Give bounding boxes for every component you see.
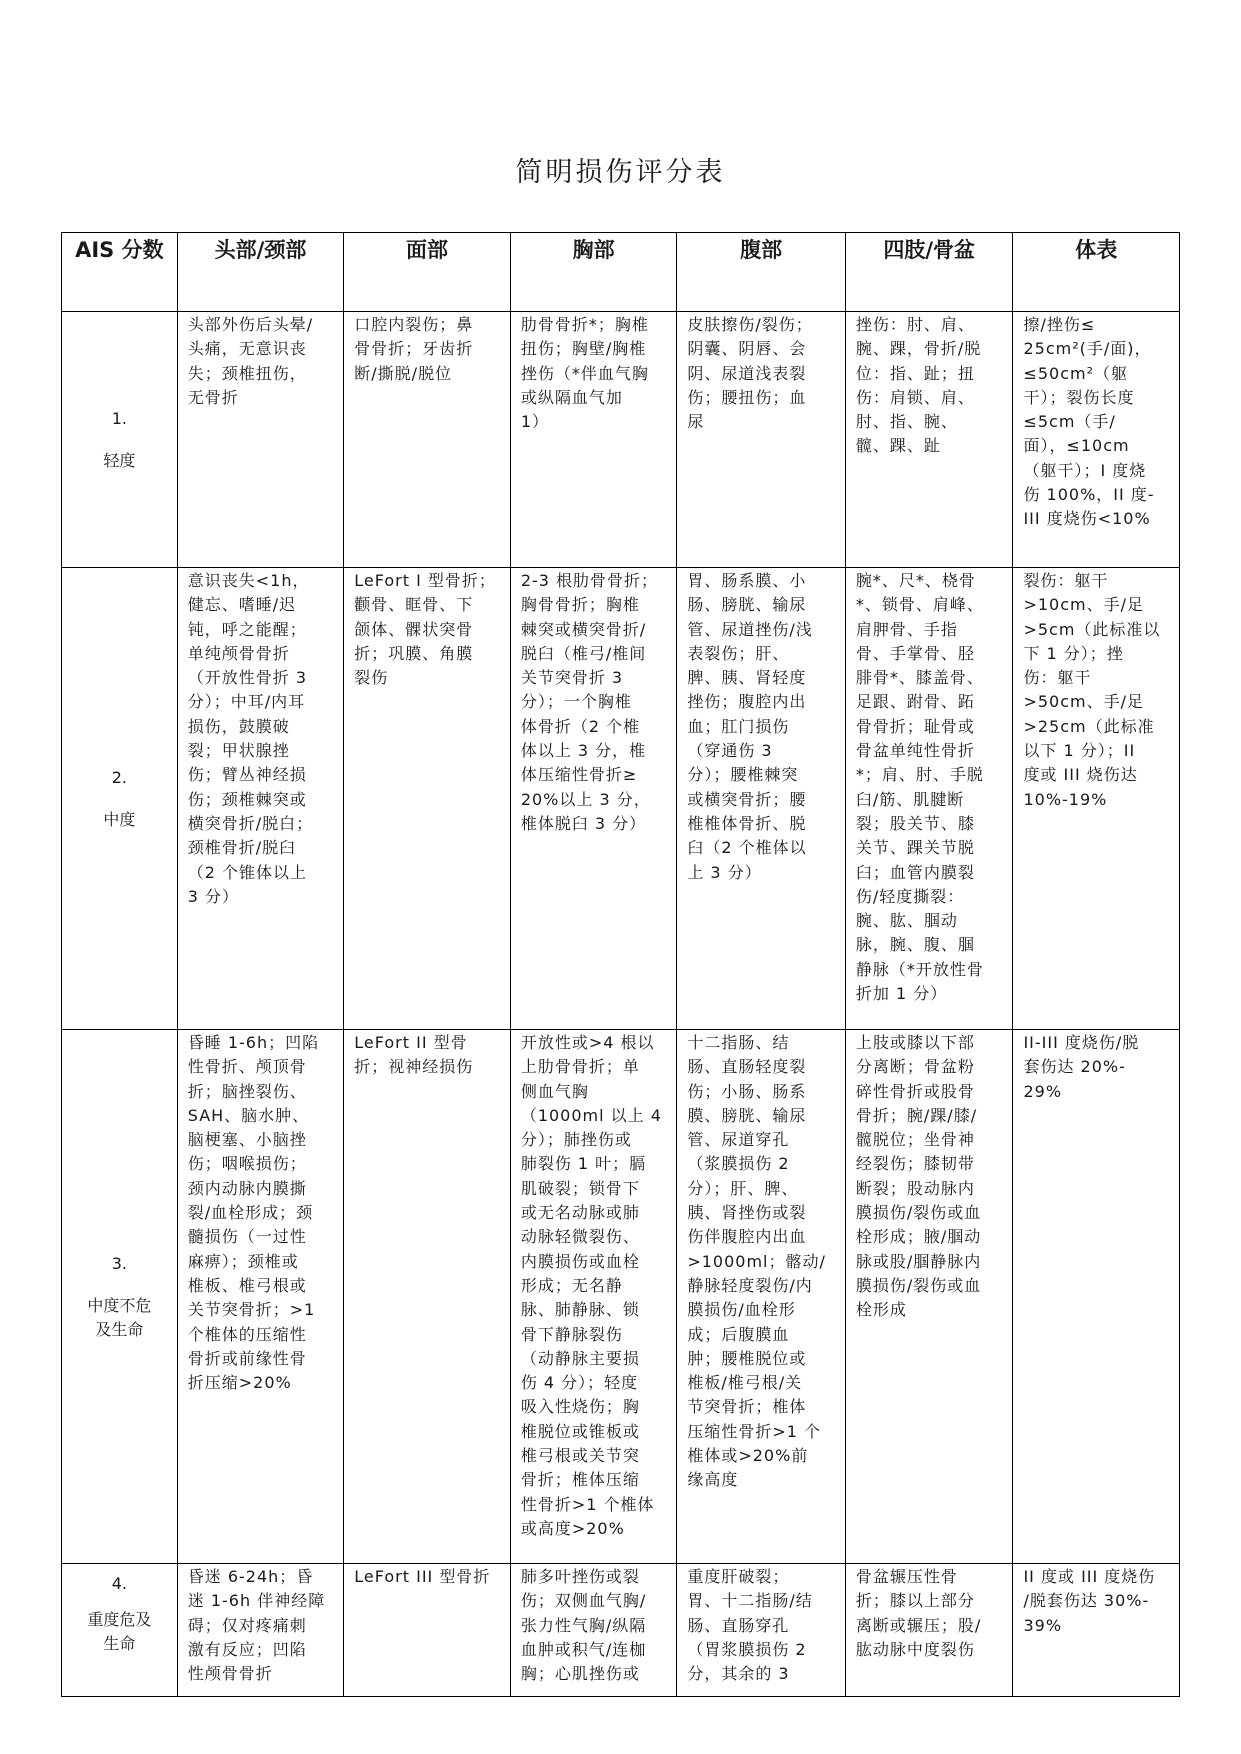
chest-cell xyxy=(510,1030,677,1564)
cell-text: 肺多叶挫伤或裂 伤；双侧血气胸/ 张力性气胸/纵隔 血肿或积气/连枷 胸；心肌挫伤或 xyxy=(520,1567,647,1684)
score-label: 轻度 xyxy=(103,450,136,470)
page-title: 简明损伤评分表 xyxy=(515,157,726,188)
header-limbs-pelvis: 四肢/骨盆 xyxy=(845,233,1013,312)
body-surface-cell xyxy=(1013,1564,1180,1697)
abdomen-cell xyxy=(677,1564,846,1697)
cell-text: 意识丧失<1h， 健忘、嗜睡/迟 钝，呼之能醒； 单纯颅骨骨折 （开放性骨折 3 分）；中耳/内耳 损伤，鼓膜破 裂；甲状腺挫 伤；臂丛神经损 伤；颈椎棘突或 横突骨折/脱白； 颈椎骨折/脱臼 （2 个锥体以上 3 分） xyxy=(187,571,314,906)
header-body-surface: 体表 xyxy=(1013,233,1180,312)
body-surface-cell xyxy=(1013,312,1180,568)
abdomen-cell xyxy=(677,1030,846,1564)
limbs-pelvis-cell xyxy=(845,568,1013,1030)
chest-cell xyxy=(510,1564,677,1697)
cell-text: 头部外伤后头晕/ 头痛，无意识丧 失；颈椎扭伤， 无骨折 xyxy=(187,315,314,407)
score-cell xyxy=(62,312,178,568)
abdomen-cell xyxy=(677,312,846,568)
cell-text: 擦/挫伤≤ 25cm²(手/面)， ≤50cm²（躯 干）；裂伤长度 ≤5cm（手/ 面），≤10cm （躯干）；I 度烧 伤 100%，II 度- III 度烧伤<10% xyxy=(1023,315,1155,529)
cell-text: 挫伤：肘、肩、 腕、踝，骨折/脱 位：指、趾；扭 伤：肩锁、肩、 肘、指、腕、 髋、踝、趾 xyxy=(855,315,982,456)
cell-text: 胃、肠系膜、小 肠、膀胱、输尿 管、尿道挫伤/浅 表裂伤；肝、 脾、胰、肾轻度 挫伤；腹腔内出 血；肛门损伤 （穿通伤 3 分）；腰椎棘突 或横突骨折；腰 椎椎体骨折、脱 臼（2 个椎体以 上 3 分） xyxy=(687,571,813,882)
abdomen-cell xyxy=(677,568,846,1030)
limbs-pelvis-cell xyxy=(845,1564,1013,1697)
cell-text: II-III 度烧伤/脱 套伤达 20%- 29% xyxy=(1023,1033,1140,1101)
header-chest: 胸部 xyxy=(510,233,677,312)
cell-text: 上肢或膝以下部 分离断；骨盆粉 碎性骨折或股骨 骨折；腕/踝/膝/ 髋脱位；坐骨神 经裂伤；膝韧带 断裂；股动脉内 膜损伤/裂伤或血 栓形成；腋/腘动 脉或股/腘静脉内 膜损伤/裂伤或血 栓形成 xyxy=(855,1033,982,1320)
cell-text: LeFort III 型骨折 xyxy=(354,1567,491,1586)
score-number: 2. xyxy=(111,767,127,787)
score-cell xyxy=(62,1030,178,1564)
cell-text: 皮肤擦伤/裂伤； 阴囊、阴唇、会 阴、尿道浅表裂 伤；腰扭伤；血 尿 xyxy=(687,315,813,432)
table-row xyxy=(62,1030,1180,1564)
cell-text: II 度或 III 度烧伤 /脱套伤达 30%- 39% xyxy=(1023,1567,1156,1635)
cell-text: 开放性或>4 根以 上肋骨骨折；单 侧血气胸 （1000ml 以上 4 分）；肺挫伤或 肺裂伤 1 叶；膈 肌破裂；锁骨下 或无名动脉或肺 动脉轻微裂伤、 内膜损伤或血栓 形成；无名静 脉、肺静脉、锁 骨下静脉裂伤 （动静脉主要损 伤 4 分）；轻度 吸入性烧伤；胸 椎脱位或锥板或 椎弓根或关节突 骨折；椎体压缩 性骨折>1 个椎体 或高度>20% xyxy=(520,1033,662,1538)
cell-text: 裂伤：躯干 >10cm、手/足 >5cm（此标准以 下 1 分）；挫 伤：躯干 >50cm、手/足 >25cm（此标准 以下 1 分）；II 度或 III 烧伤达 10%-19% xyxy=(1023,571,1161,809)
cell-text: LeFort I 型骨折； 颧骨、眶骨、下 颌体、髁状突骨 折；巩膜、角膜 裂伤 xyxy=(354,571,496,688)
score-label: 中度 xyxy=(103,809,136,829)
cell-text: LeFort II 型骨 折；视神经损伤 xyxy=(354,1033,474,1077)
score-label: 中度不危 及生命 xyxy=(87,1295,152,1339)
limbs-pelvis-cell xyxy=(845,312,1013,568)
chest-cell xyxy=(510,312,677,568)
header-face: 面部 xyxy=(344,233,511,312)
cell-text: 昏迷 6-24h；昏 迷 1-6h 伴神经障 碍；仅对疼痛刺 激有反应；凹陷 性颅骨骨折 xyxy=(187,1567,326,1684)
cell-text: 口腔内裂伤；鼻 骨骨折；牙齿折 断/撕脱/脱位 xyxy=(354,315,474,383)
head-neck-cell xyxy=(177,568,344,1030)
body-surface-cell xyxy=(1013,1030,1180,1564)
body-surface-cell xyxy=(1013,568,1180,1030)
ais-score-table xyxy=(61,232,1180,1697)
face-cell xyxy=(344,1564,511,1697)
score-cell xyxy=(62,568,178,1030)
score-number: 4. xyxy=(111,1574,127,1593)
face-cell xyxy=(344,1030,511,1564)
cell-text: 昏睡 1-6h；凹陷 性骨折、颅顶骨 折；脑挫裂伤、 SAH、脑水肿、 脑梗塞、小脑挫 伤；咽喉损伤； 颈内动脉内膜撕 裂/血栓形成；颈 髓损伤（一过性 麻痹）；颈椎或 椎板、椎弓根或 关节突骨折；>1 个椎体的压缩性 骨折或前缘性骨 折压缩>20% xyxy=(187,1033,320,1393)
cell-text: 2-3 根肋骨骨折； 胸骨骨折；胸椎 棘突或横突骨折/ 脱臼（椎弓/椎间 关节突骨折 3 分）；一个胸椎 体骨折（2 个椎 体以上 3 分，椎 体压缩性骨折≥ 20%以上 3 分， 椎体脱臼 3 分） xyxy=(520,571,659,833)
header-ais-score: AIS 分数 xyxy=(62,233,178,312)
cell-text: 肋骨骨折*；胸椎 扭伤；胸壁/胸椎 挫伤（*伴血气胸 或纵隔血气加 1） xyxy=(520,315,649,432)
face-cell xyxy=(344,568,511,1030)
head-neck-cell xyxy=(177,1564,344,1697)
cell-text: 重度肝破裂； 胃、十二指肠/结 肠、直肠穿孔 （胃浆膜损伤 2 分，其余的 3 xyxy=(687,1567,813,1684)
table-row xyxy=(62,312,1180,568)
limbs-pelvis-cell xyxy=(845,1030,1013,1564)
table-row xyxy=(62,1564,1180,1697)
chest-cell xyxy=(510,568,677,1030)
score-number: 1. xyxy=(111,408,127,428)
head-neck-cell xyxy=(177,1030,344,1564)
header-head-neck: 头部/颈部 xyxy=(177,233,344,312)
face-cell xyxy=(344,312,511,568)
head-neck-cell xyxy=(177,312,344,568)
score-label: 重度危及 生命 xyxy=(87,1610,152,1653)
score-cell xyxy=(62,1564,178,1697)
cell-text: 十二指肠、结 肠、直肠轻度裂 伤；小肠、肠系 膜、膀胱、输尿 管、尿道穿孔 （浆膜损伤 2 分）；肝、脾、 胰、肾挫伤或裂 伤伴腹腔内出血 >1000ml；髂动/ 静脉轻度裂伤/内 膜损伤/血栓形 成；后腹膜血 肿；腰椎脱位或 椎板/椎弓根/关 节突骨折；椎体 压缩性骨折>1 个 椎体或>20%前 缘高度 xyxy=(687,1033,826,1490)
cell-text: 腕*、尺*、桡骨 *、锁骨、肩峰、 肩胛骨、手指 骨、手掌骨、胫 腓骨*、膝盖骨、 足跟、跗骨、跖 骨骨折；耻骨或 骨盆单纯性骨折 *；肩、肘、手脱 臼/筋、肌腱断 裂；股关节、膝 关节、踝关节脱 臼；血管内膜裂 伤/轻度撕裂： 腕、肱、腘动 脉，腕、腹、腘 静脉（*开放性骨 折加 1 分） xyxy=(855,571,984,1004)
cell-text: 骨盆辗压性骨 折；膝以上部分 离断或辗压；股/ 肱动脉中度裂伤 xyxy=(855,1567,982,1659)
table-row xyxy=(62,568,1180,1030)
header-abdomen: 腹部 xyxy=(677,233,846,312)
table-header-row xyxy=(62,233,1180,312)
score-number: 3. xyxy=(111,1253,127,1273)
